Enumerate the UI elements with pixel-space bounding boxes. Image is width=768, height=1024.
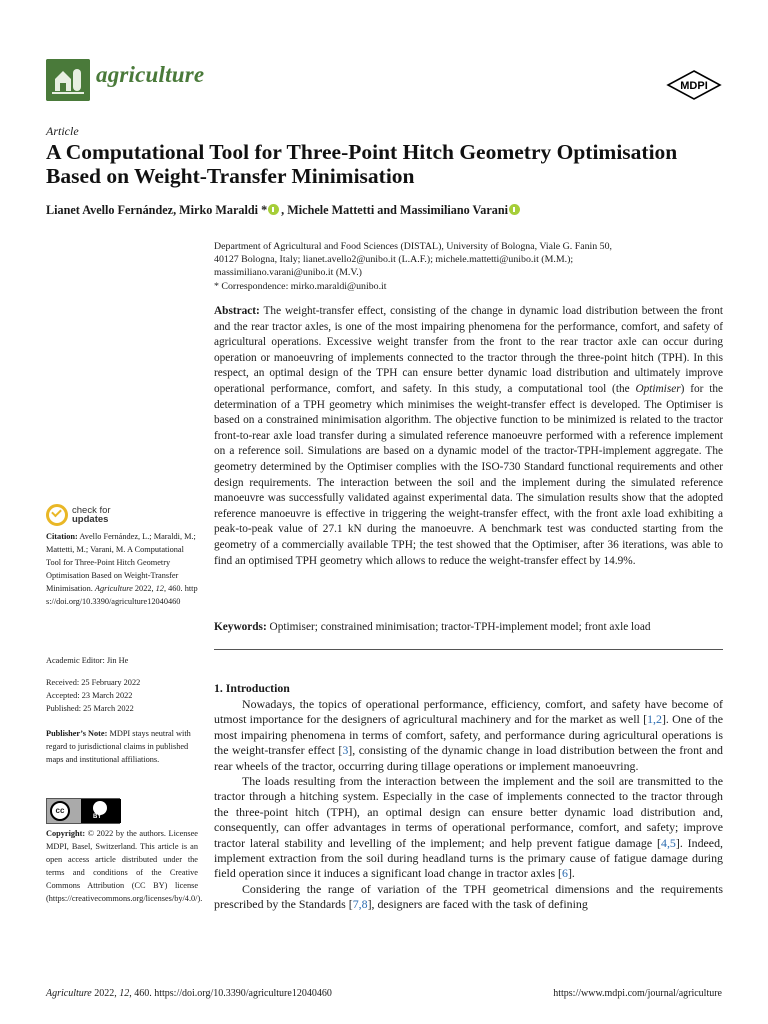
correspondence: * Correspondence: mirko.maraldi@unibo.it [214, 280, 387, 292]
copyright [46, 827, 203, 905]
citation-link[interactable]: 7,8 [352, 897, 368, 912]
citation-link[interactable]: 3 [342, 743, 349, 758]
journal-name[interactable]: agriculture [96, 62, 205, 87]
dates-block [46, 676, 198, 715]
footer-volume: 12 [119, 988, 130, 999]
check-icon [46, 504, 68, 526]
affiliation-line: Department of Agricultural and Food Sciences (DISTAL), University of Bologna, Viale G. Fanin 50, [214, 241, 613, 252]
cc-icon: cc [50, 801, 70, 821]
paragraph [214, 697, 723, 774]
corresponding-author-mark: * [258, 203, 268, 217]
citation-label: Citation: [46, 532, 78, 541]
abstract-term: Optimiser [635, 382, 681, 395]
keywords [214, 620, 723, 635]
published-date: Published: 25 March 2022 [46, 704, 134, 713]
copyright-text: © 2022 by the authors. Licensee MDPI, Basel, Switzerland. This article is an open access article distributed under the terms and conditions of the Creative Commons Attribution (CC BY) license (https://creativecommons.org/licenses/by/4.0/). [46, 829, 203, 903]
author-name[interactable]: Mirko Maraldi [179, 203, 259, 217]
abstract-label: Abstract: [214, 305, 260, 317]
footer-doi[interactable]: , 460. https://doi.org/10.3390/agriculture12040460 [129, 988, 332, 999]
abstract [214, 304, 723, 569]
paragraph-text: ]. Indeed, implement extraction from the soil during headland turns is the primary cause of fatigue damage during field operation since it induces a significant load change in tractor axles [ [214, 835, 724, 881]
accepted-date: Accepted: 23 March 2022 [46, 691, 133, 700]
check-for-updates-button[interactable] [46, 503, 166, 529]
received-date: Received: 25 February 2022 [46, 678, 141, 687]
affiliation [214, 240, 724, 293]
citation-volume: 12 [155, 584, 164, 593]
paragraph-text: ]. [567, 866, 575, 881]
citation-link[interactable]: 6 [562, 866, 568, 881]
footer-journal-url[interactable]: https://www.mdpi.com/journal/agriculture [553, 988, 722, 999]
citation-text: Avello Fernández, L.; Maraldi, M.; Mattetti, M.; Varani, M. A Computational Tool for Three-Point Hitch Geometry Optimisation Based on Weight-Transfer Minimisation. [46, 532, 196, 593]
author-name[interactable]: Massimiliano Varani [399, 203, 508, 217]
introduction-body [214, 697, 723, 913]
citation-pages: , 460. [163, 584, 183, 593]
citation-block [46, 530, 198, 608]
affiliation-line: 40127 Bologna, Italy; lianet.avello2@unibo.it (L.A.F.); michele.mattetti@unibo.it (M.M.); [214, 254, 574, 266]
publisher-note-label: Publisher’s Note: [46, 729, 108, 738]
article-type: Article [46, 124, 79, 138]
publisher-name: MDPI [680, 80, 708, 92]
author-separator: , [173, 203, 180, 217]
abstract-text: ) for the determination of a TPH geometry which minimises the weight-transfer effect is developed. The Optimiser is based on a constrained minimisation algorithm. The objective function to be minimized is related to the tractor front-to-rear axle load transfer during a simulated reference manoeuvre performed with a reference implement on a reference soil. Simulations are based on a dynamic model of the tractor-TPH-implement aggregate. The geometry determined by the Optimiser complies with the ISO-730 Standard functional requirements and other design requirements. The interaction between the soil and the implement during the simulated reference manoeuvre was successfully validated against experimental data. The simulation results show that the adopted reference manoeuvre is effective in triggering the weight-transfer effect, with the front axle load exhibiting a peak-to-peak value of 27.1 kN during the manoeuvre. A benchmark test was conducted starting from the geometry of a commercially available TPH; the test showed that the Optimiser, after 36 iterations, was able to find an optimised TPH geometry which allows to reduce the weight-transfer effect by 14.9%. [214, 382, 723, 567]
orcid-icon[interactable] [268, 204, 279, 215]
paragraph-text: ]. One of the most impairing phenomena in terms of comfort, safety, and performance during agricultural operations is the weight-transfer effect [ [214, 712, 724, 758]
abstract-text: The weight-transfer effect, consisting of the change in dynamic load distribution between the front and the rear tractor axles, is one of the most impairing phenomena for the performance, comfort, and safety of agricultural operations. Excessive weight transfer from the front to the rear tractor axle can occur during operation or manoeuvring of implements connected to the tractor through the three-point hitch (TPH). In this respect, an optimal design of the TPH can ensure better dynamic load distribution and ultimately improve operational performance, comfort, and safety. In this study, a computational tool (the [214, 305, 723, 395]
academic-editor: Academic Editor: Jin He [46, 656, 129, 665]
section-heading: 1. Introduction [214, 681, 290, 695]
keywords-text: Optimiser; constrained minimisation; tractor-TPH-implement model; front axle load [266, 621, 651, 633]
paragraph-text: Considering the range of variation of the TPH geometrical dimensions and the requirements prescribed by the Standards [ [214, 881, 723, 912]
publisher-note [46, 727, 198, 766]
footer-year: 2022, [91, 988, 120, 999]
author-separator: and [374, 203, 400, 217]
author-name[interactable]: Michele Mattetti [287, 203, 375, 217]
footer-journal: Agriculture [46, 988, 92, 999]
citation-link[interactable]: 4,5 [661, 835, 676, 850]
person-icon [93, 801, 107, 815]
barn-icon [46, 59, 90, 101]
author-name[interactable]: Lianet Avello Fernández [46, 203, 174, 217]
cc-by-license-badge[interactable] [46, 798, 120, 824]
affiliation-line: massimiliano.varani@unibo.it (M.V.) [214, 267, 362, 279]
copyright-label: Copyright: [46, 829, 86, 838]
page-title: A Computational Tool for Three-Point Hitch Geometry Optimisation Based on Weight-Transfer Minimisation [46, 140, 678, 188]
paragraph-text: The loads resulting from the interaction between the implement and the soil are transmitted to the tractor through a hitching system. Especially in the case of implements connected to the tractor through the three-point hitch (TPH), an optimal design can ensure better dynamic load distribution and, consequently, can offer advantages in terms of operational performance, comfort, and safety; improve tractor lateral stability and levelling of the implement; and help prevent fatigue damage [ [214, 774, 723, 850]
author-list [46, 203, 736, 218]
check-updates-label: updates [72, 514, 109, 525]
citation-link[interactable]: 1,2 [647, 712, 662, 727]
orcid-icon[interactable] [509, 204, 520, 215]
citation-year: 2022, [132, 584, 156, 593]
by-label: BY [93, 814, 102, 820]
paragraph [214, 774, 723, 882]
paragraph-text: Nowadays, the topics of operational performance, efficiency, comfort, and safety have become of utmost importance for the designers of agricultural machinery and for the market as well [ [214, 697, 723, 727]
citation-journal: Agriculture [94, 584, 133, 593]
section-divider [214, 649, 723, 650]
publisher-note-text: MDPI stays neutral with regard to jurisdictional claims in published maps and institutional affiliations. [46, 729, 191, 764]
footer-citation [46, 988, 332, 999]
citation-doi-link[interactable]: https://doi.org/10.3390/agriculture12040460 [46, 584, 198, 606]
keywords-label: Keywords: [214, 621, 267, 633]
paragraph-text: ], consisting of the dynamic change in load distribution between the front and rear wheels of the tractor, occurring during tillage operations or implement manoeuvring. [214, 743, 723, 773]
check-updates-label: check for [72, 505, 111, 516]
paragraph-text: ], designers are faced with the task of defining [367, 897, 588, 912]
mdpi-logo[interactable] [666, 70, 722, 100]
author-separator: , [281, 203, 288, 217]
by-icon [81, 799, 121, 823]
paragraph [214, 882, 723, 913]
